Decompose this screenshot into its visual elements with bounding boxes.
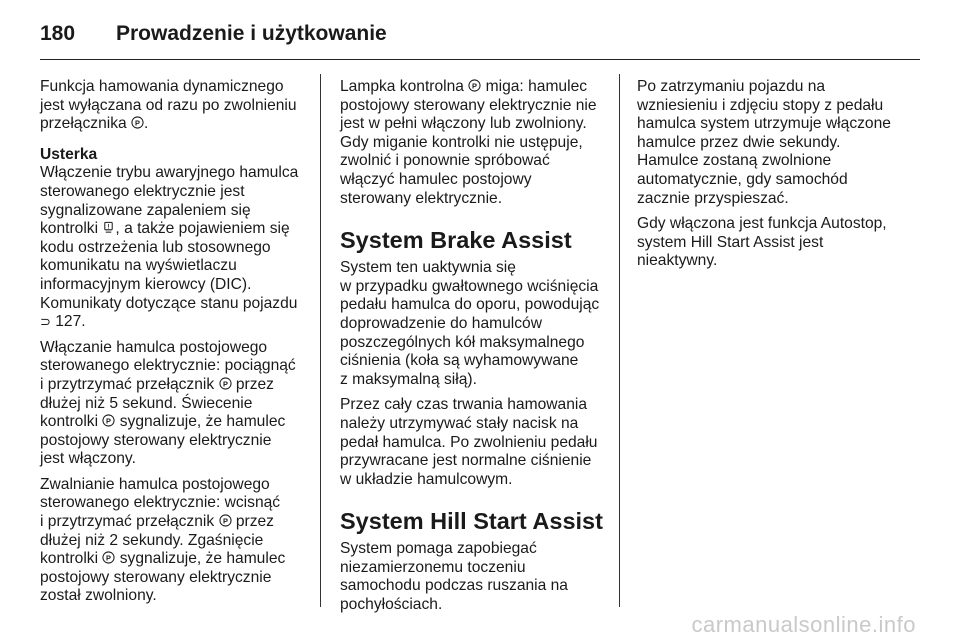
parking-brake-icon — [219, 377, 232, 390]
section-heading-hill-start: System Hill Start Assist — [340, 508, 603, 535]
svg-text:P: P — [106, 416, 112, 426]
section-heading-brake-assist: System Brake Assist — [340, 227, 572, 254]
hill-hold-paragraph: Po zatrzymaniu pojazdu na wzniesieniu i zdjęciu stopy z pedału hamulca system utrzymuje włączone hamulce przez dwie sekundy. Hamulce zostaną zwolnione automatycznie, gdy samochód zacznie przyspieszać. — [637, 78, 891, 207]
page-title: Prowadzenie i użytkowanie — [116, 22, 387, 45]
hill-start-paragraph: System pomaga zapobiegać niezamierzonemu toczeniu samochodu podczas ruszania na pochyłościach. — [340, 540, 568, 614]
fault-warning-icon — [102, 221, 115, 234]
svg-text:P: P — [222, 516, 228, 526]
fault-paragraph: Włączenie trybu awaryjnego hamulca sterowanego elektrycznie jest sygnalizowane zapaleniem się kontrolki ! , a także pojawieniem się kodu ostrzeżenia lub stosownego komunikatu na wyświetlaczu informacyjnym kierowcy (DIC). Komunikaty dotyczące stanu pojazdu ⊃ 127. — [40, 164, 299, 331]
column-1 — [40, 78, 312, 613]
brake-pressure-paragraph: Przez cały czas trwania hamowania należy utrzymywać stały nacisk na pedał hamulca. Po zwolnieniu pedału przywracane jest normalne ciśnienie w układzie hamulcowym. — [340, 396, 598, 488]
parking-brake-icon — [102, 414, 115, 427]
parking-brake-icon — [131, 116, 144, 129]
column-divider — [320, 74, 321, 607]
parking-brake-icon — [219, 514, 232, 527]
fault-heading: Usterka — [40, 145, 98, 163]
page-header — [40, 14, 387, 54]
blinking-paragraph: Lampka kontrolna P miga: hamulec postojowy sterowany elektrycznie nie jest w pełni włączony lub zwolniony. Gdy miganie kontrolki nie ustępuje, zwolnić i ponownie spróbować włączyć hamulec postojowy sterowany elektrycznie. — [340, 78, 597, 207]
svg-text:P: P — [222, 379, 228, 389]
svg-text:!: ! — [107, 224, 110, 231]
header-rule — [40, 59, 920, 60]
svg-text:P: P — [135, 118, 140, 128]
column-2 — [340, 78, 608, 622]
parking-brake-icon — [102, 551, 115, 564]
intro-paragraph: Funkcja hamowania dynamicznego jest wyłączana od razu po zwolnieniu przełącznika P . — [40, 78, 297, 133]
parking-brake-icon — [468, 79, 481, 92]
page-number: 180 — [40, 22, 76, 45]
engage-paragraph: Włączanie hamulca postojowego sterowanego elektrycznie: pociągnąć i przytrzymać przełącznik P przez dłużej niż 5 sekund. Świecenie kontrolki P sygnalizuje, że hamulec postojowy sterowany elektrycznie jest włączony. — [40, 338, 296, 468]
column-3 — [637, 78, 912, 278]
svg-text:P: P — [106, 553, 112, 563]
column-divider — [619, 74, 620, 607]
page-reference: 127. — [55, 313, 86, 331]
page-arrow-icon: ⊃ — [40, 314, 51, 330]
watermark: carmanualsonline.info — [691, 612, 916, 637]
svg-text:P: P — [472, 81, 478, 91]
brake-assist-paragraph: System ten uaktywnia się w przypadku gwałtownego wciśnięcia pedału hamulca do oporu, powodując doprowadzenie do hamulców poszczególnych kół maksymalnego ciśnienia (koła są wyhamowywane z maksymalną siłą). — [340, 259, 600, 388]
autostop-paragraph: Gdy włączona jest funkcja Autostop, system Hill Start Assist jest nieaktywny. — [637, 215, 887, 270]
release-paragraph: Zwalnianie hamulca postojowego sterowanego elektrycznie: wcisnąć i przytrzymać przełącznik P przez dłużej niż 2 sekundy. Zgaśnięcie kontrolki P sygnalizuje, że hamulec postojowy sterowany elektrycznie został zwolniony. — [40, 475, 286, 605]
